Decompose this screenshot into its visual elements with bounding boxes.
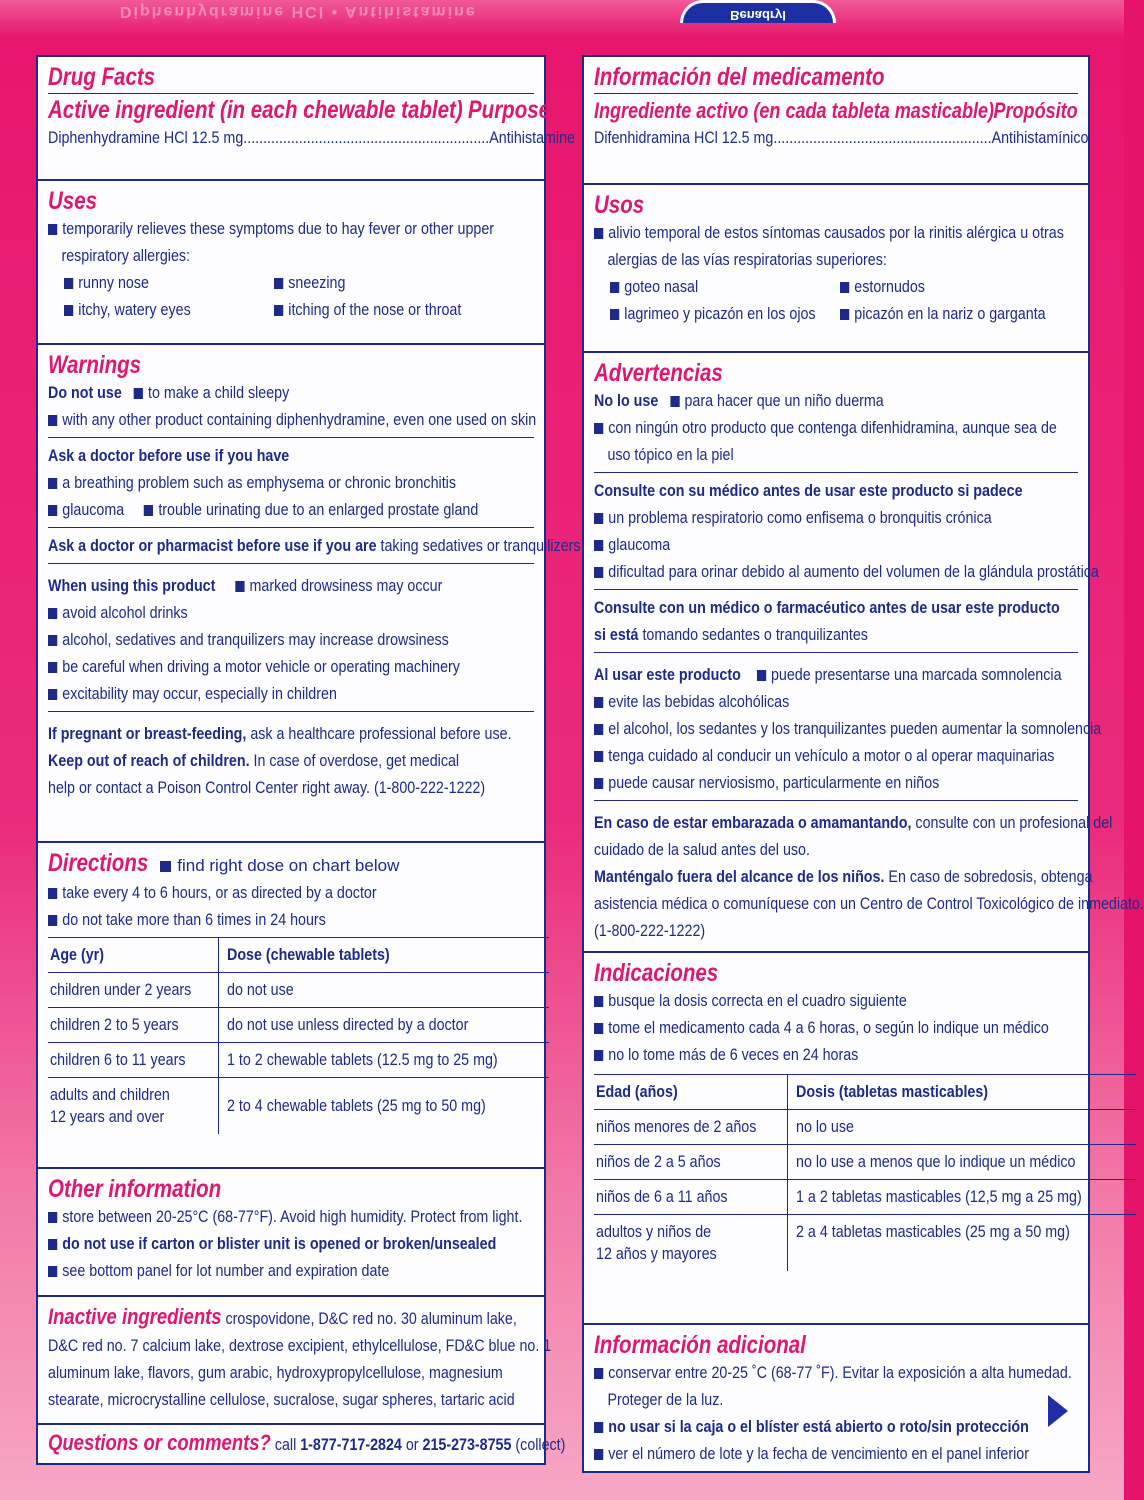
purpose-heading-es: Propósito: [993, 98, 1078, 123]
do-not-use-label-es: No lo use: [594, 391, 659, 410]
dosage-table-en: [48, 937, 549, 1134]
square-bullet-icon: [594, 1422, 603, 1433]
active-ingredient-heading-es: Ingrediente activo (en cada tableta masticable): [594, 98, 995, 123]
ask-pharmacist-heading-es-2: si está: [594, 625, 639, 644]
section-other-information: [38, 1169, 544, 1297]
symptom: itching of the nose or throat: [288, 300, 462, 319]
drug-facts-title: Drug Facts: [48, 63, 156, 91]
square-bullet-icon: [594, 697, 603, 708]
uses-intro: temporarily relieves these symptoms due to hay fever or other upper: [62, 219, 495, 238]
uses-heading-es: Usos: [594, 191, 645, 219]
other-info-item: ver el número de lote y la fecha de vencimiento en el panel inferior: [608, 1444, 1030, 1463]
drug-facts-panel-es: [582, 55, 1144, 1473]
uses-intro-2-es: alergias de las vías respiratorias superiores:: [607, 250, 887, 269]
section-questions: [38, 1425, 566, 1465]
square-bullet-icon: [757, 670, 766, 681]
keep-out-text-es-2: asistencia médica o comuníquese con un Centro de Control Toxicológico de inmediato.: [594, 894, 1144, 913]
square-bullet-icon: [594, 1023, 603, 1034]
pregnant-text-es: consulte con un profesional del: [915, 813, 1113, 832]
square-bullet-icon: [48, 505, 57, 516]
square-bullet-icon: [48, 1212, 57, 1223]
keep-out-text-2: help or contact a Poison Control Center right away. (1-800-222-1222): [48, 778, 486, 797]
table-cell-dose: 1 a 2 tabletas masticables (12,5 mg a 25 mg): [795, 1187, 1082, 1206]
section-directions: [38, 843, 544, 1169]
square-bullet-icon: [594, 724, 603, 735]
other-info-item: see bottom panel for lot number and expiration date: [62, 1261, 390, 1280]
section-warnings-es: [584, 353, 1144, 953]
ask-doctor-item: dificultad para orinar debido al aumento del volumen de la glándula prostática: [608, 562, 1099, 581]
ask-doctor-item: glaucoma: [62, 500, 125, 519]
square-bullet-icon: [594, 751, 603, 762]
pregnant-text-es-2: cuidado de la salud antes del uso.: [594, 840, 810, 859]
directions-item: tome el medicamento cada 4 a 6 horas, o según lo indique un médico: [608, 1018, 1049, 1037]
other-info-item: no usar si la caja o el blíster está abierto o roto/sin protección: [608, 1417, 1029, 1436]
table-cell-dose: 2 a 4 tabletas masticables (25 mg a 50 mg): [795, 1222, 1070, 1241]
table-cell-age: 12 años y mayores: [596, 1244, 717, 1263]
square-bullet-icon: [274, 305, 283, 316]
square-bullet-icon: [48, 224, 57, 235]
phone-number: 215-273-8755: [422, 1435, 512, 1454]
ask-pharmacist-text-es: tomando sedantes o tranquilizantes: [642, 625, 868, 644]
table-row: [594, 1215, 1136, 1272]
square-bullet-icon: [48, 478, 57, 489]
table-cell-age: niños de 6 a 11 años: [596, 1187, 728, 1206]
section-active-ingredient: [38, 57, 575, 181]
symptom: estornudos: [854, 277, 925, 296]
ask-doctor-item: a breathing problem such as emphysema or chronic bronchitis: [62, 473, 456, 492]
directions-heading: Directions: [48, 849, 149, 877]
square-bullet-icon: [64, 305, 73, 316]
square-bullet-icon: [594, 228, 603, 239]
table-header-age: Edad (años): [596, 1082, 678, 1101]
warnings-heading-es: Advertencias: [594, 359, 723, 387]
square-bullet-icon: [670, 396, 679, 407]
symptom: runny nose: [78, 273, 149, 292]
square-bullet-icon: [48, 915, 57, 926]
other-info-item: Proteger de la luz.: [607, 1390, 724, 1409]
other-info-item: store between 20-25°C (68-77°F). Avoid high humidity. Protect from light.: [62, 1207, 523, 1226]
section-inactive-ingredients: [38, 1297, 552, 1425]
ask-doctor-heading: Ask a doctor before use if you have: [48, 446, 290, 465]
symptom: picazón en la nariz o garganta: [854, 304, 1046, 323]
table-header-dose: Dosis (tabletas masticables): [795, 1082, 988, 1101]
table-row: [594, 1180, 1136, 1215]
active-ingredient-heading: Active ingredient (in each chewable tablet): [48, 96, 463, 124]
square-bullet-icon: [610, 282, 619, 293]
directions-heading-es: Indicaciones: [594, 959, 719, 987]
do-not-use-item: with any other product containing diphenhydramine, even one used on skin: [62, 410, 537, 429]
square-bullet-icon: [610, 309, 619, 320]
ask-doctor-heading-es: Consulte con su médico antes de usar este producto si padece: [594, 481, 1023, 500]
keep-out-text-es-3: (1-800-222-1222): [594, 921, 706, 940]
table-header-age: Age (yr): [50, 945, 104, 964]
table-row: [594, 1145, 1136, 1180]
uses-intro-2: respiratory allergies:: [61, 246, 191, 265]
table-header-dose: Dose (chewable tablets): [227, 945, 390, 964]
other-info-item: do not use if carton or blister unit is opened or broken/unsealed: [62, 1234, 497, 1253]
inactive-text: D&C red no. 7 calcium lake, dextrose excipient, ethylcellulose, FD&C blue no. 1: [48, 1336, 552, 1355]
do-not-use-label: Do not use: [48, 383, 122, 402]
section-directions-es: [584, 953, 1088, 1325]
top-flap-logo: Benadryl: [680, 0, 836, 23]
dosage-table-es: [594, 1074, 1136, 1271]
table-row: [48, 973, 549, 1008]
ask-doctor-item: glaucoma: [608, 535, 671, 554]
warnings-heading: Warnings: [48, 351, 142, 379]
inactive-heading: Inactive ingredients: [48, 1304, 222, 1329]
directions-item: busque la dosis correcta en el cuadro siguiente: [608, 991, 907, 1010]
square-bullet-icon: [594, 540, 603, 551]
square-bullet-icon: [235, 581, 244, 592]
square-bullet-icon: [594, 778, 603, 789]
square-bullet-icon: [134, 388, 143, 399]
table-cell-age: 12 years and over: [50, 1107, 165, 1126]
square-bullet-icon: [48, 608, 57, 619]
square-bullet-icon: [594, 996, 603, 1007]
table-row: [48, 1043, 549, 1078]
square-bullet-icon: [48, 888, 57, 899]
section-uses-es: [584, 185, 1088, 353]
square-bullet-icon: [144, 505, 153, 516]
square-bullet-icon: [48, 662, 57, 673]
table-cell-dose: do not use: [227, 980, 294, 999]
when-using-item: puede causar nerviosismo, particularmente en niños: [608, 773, 940, 792]
directions-item: take every 4 to 6 hours, or as directed by a doctor: [62, 883, 377, 902]
square-bullet-icon: [64, 278, 73, 289]
table-cell-age: children under 2 years: [50, 980, 192, 999]
square-bullet-icon: [594, 423, 603, 434]
when-using-item: marked drowsiness may occur: [249, 576, 443, 595]
inactive-text: aluminum lake, flavors, gum arabic, hydroxypropylcellulose, magnesium: [48, 1363, 503, 1382]
top-flap: [0, 0, 1124, 40]
when-using-item: avoid alcohol drinks: [62, 603, 188, 622]
directions-item: no lo tome más de 6 veces en 24 horas: [608, 1045, 859, 1064]
drug-facts-title-es: Información del medicamento: [594, 63, 885, 91]
pregnant-heading-es: En caso de estar embarazada o amamantando,: [594, 813, 912, 832]
square-bullet-icon: [840, 309, 849, 320]
table-cell-dose: no lo use a menos que lo indique un médico: [795, 1152, 1076, 1171]
inactive-text: crospovidone, D&C red no. 30 aluminum lake,: [225, 1309, 517, 1328]
when-using-item: el alcohol, los sedantes y los tranquilizantes pueden aumentar la somnolencia: [608, 719, 1102, 738]
do-not-use-item: to make a child sleepy: [147, 383, 290, 402]
questions-text: or: [405, 1435, 419, 1454]
square-bullet-icon: [160, 861, 171, 872]
symptom: lagrimeo y picazón en los ojos: [624, 304, 816, 323]
section-other-information-es: [584, 1325, 1088, 1471]
ask-pharmacist-text: taking sedatives or tranquilizers: [380, 536, 581, 555]
table-cell-dose: do not use unless directed by a doctor: [227, 1015, 469, 1034]
uses-heading: Uses: [48, 187, 98, 215]
table-cell-age: adultos y niños de: [596, 1222, 712, 1241]
ask-pharmacist-heading: Ask a doctor or pharmacist before use if you are: [48, 536, 377, 555]
table-cell-age: niños de 2 a 5 años: [596, 1152, 721, 1171]
symptom: itchy, watery eyes: [78, 300, 191, 319]
square-bullet-icon: [594, 567, 603, 578]
table-row: [48, 1008, 549, 1043]
questions-text: call: [274, 1435, 297, 1454]
ask-pharmacist-heading-es: Consulte con un médico o farmacéutico antes de usar este producto: [594, 598, 1060, 617]
square-bullet-icon: [594, 1368, 603, 1379]
top-flap-mirrored-text: Diphenhydramine HCl • Antihistamine: [120, 3, 477, 20]
table-cell-dose: 2 to 4 chewable tablets (25 mg to 50 mg): [227, 1096, 486, 1115]
when-using-item: alcohol, sedatives and tranquilizers may increase drowsiness: [62, 630, 449, 649]
other-info-heading-es: Información adicional: [594, 1331, 806, 1359]
when-using-item: evite las bebidas alcohólicas: [608, 692, 790, 711]
directions-item: find right dose on chart below: [177, 856, 400, 875]
table-cell-age: children 2 to 5 years: [50, 1015, 179, 1034]
active-ingredient-line-es: Difenhidramina HCl 12.5 mg.......................................................Antihistamínico: [594, 128, 1089, 147]
ask-doctor-item: un problema respiratorio como enfisema o bronquitis crónica: [608, 508, 992, 527]
directions-item: do not take more than 6 times in 24 hours: [62, 910, 326, 929]
symptom: goteo nasal: [624, 277, 699, 296]
inactive-text: stearate, microcrystalline cellulose, sucralose, sugar spheres, tartaric acid: [48, 1390, 515, 1409]
other-info-heading: Other information: [48, 1175, 222, 1203]
when-using-item: puede presentarse una marcada somnolencia: [770, 665, 1062, 684]
square-bullet-icon: [48, 689, 57, 700]
section-warnings: [38, 345, 581, 843]
pregnant-heading: If pregnant or breast-feeding,: [48, 724, 247, 743]
symptom: sneezing: [288, 273, 346, 292]
do-not-use-item: con ningún otro producto que contenga difenhidramina, aunque sea de: [608, 418, 1057, 437]
when-using-item: excitability may occur, especially in children: [62, 684, 337, 703]
pregnant-text: ask a healthcare professional before use.: [250, 724, 512, 743]
table-cell-age: adults and children: [50, 1085, 170, 1104]
square-bullet-icon: [48, 635, 57, 646]
when-using-heading: When using this product: [48, 576, 216, 595]
purpose-heading: Purpose: [467, 96, 550, 124]
keep-out-heading: Keep out of reach of children.: [48, 751, 250, 770]
keep-out-text: In case of overdose, get medical: [253, 751, 460, 770]
square-bullet-icon: [594, 1050, 603, 1061]
table-cell-age: niños menores de 2 años: [596, 1117, 757, 1136]
table-cell-dose: 1 to 2 chewable tablets (12.5 mg to 25 mg): [227, 1050, 498, 1069]
section-uses: [38, 181, 544, 345]
square-bullet-icon: [48, 415, 57, 426]
ask-doctor-item: trouble urinating due to an enlarged prostate gland: [158, 500, 479, 519]
square-bullet-icon: [840, 282, 849, 293]
square-bullet-icon: [594, 513, 603, 524]
square-bullet-icon: [274, 278, 283, 289]
when-using-item: be careful when driving a motor vehicle or operating machinery: [62, 657, 460, 676]
questions-text: (collect): [515, 1435, 566, 1454]
section-active-ingredient-es: [584, 57, 1088, 185]
table-cell-dose: no lo use: [795, 1117, 854, 1136]
keep-out-text-es: En caso de sobredosis, obtenga: [888, 867, 1093, 886]
table-row: [48, 1078, 549, 1135]
table-cell-age: children 6 to 11 years: [50, 1050, 186, 1069]
triangle-arrow-right-icon: [1048, 1395, 1068, 1427]
active-ingredient-line: Diphenhydramine HCl 12.5 mg..............................................................Antihistamine: [48, 128, 575, 147]
drug-facts-panel-en: [36, 55, 581, 1465]
do-not-use-item: uso tópico en la piel: [607, 445, 734, 464]
questions-heading: Questions or comments?: [48, 1430, 271, 1455]
do-not-use-item: para hacer que un niño duerma: [684, 391, 884, 410]
square-bullet-icon: [48, 1239, 57, 1250]
keep-out-heading-es: Manténgalo fuera del alcance de los niños.: [594, 867, 885, 886]
table-row: [594, 1110, 1136, 1145]
uses-intro-es: alivio temporal de estos síntomas causados por la rinitis alérgica u otras: [608, 223, 1064, 242]
square-bullet-icon: [48, 1266, 57, 1277]
when-using-heading-es: Al usar este producto: [594, 665, 741, 684]
other-info-item: conservar entre 20-25 ˚C (68-77 ˚F). Evitar la exposición a alta humedad.: [608, 1363, 1072, 1382]
when-using-item: tenga cuidado al conducir un vehículo a motor o al operar maquinarias: [608, 746, 1055, 765]
phone-number: 1-877-717-2824: [300, 1435, 402, 1454]
square-bullet-icon: [594, 1449, 603, 1460]
